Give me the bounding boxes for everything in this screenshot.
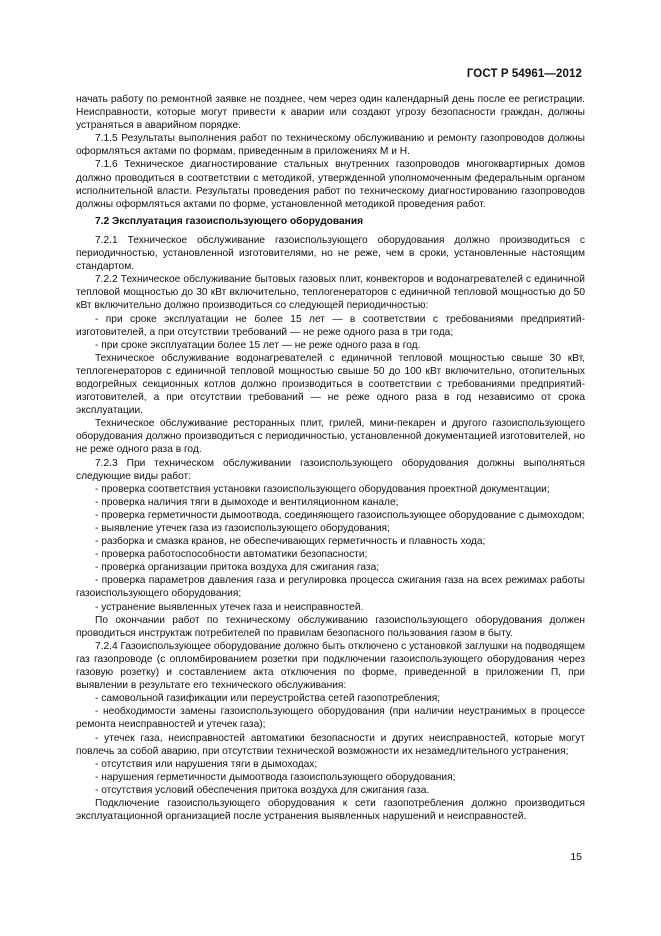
list-item: - при сроке эксплуатации более 15 лет — не реже одного раза в год.: [95, 339, 421, 351]
list-item: - проверка герметичности дымоотвода, соединяющего газоиспользующее оборудование с дымоходом;: [95, 509, 585, 521]
list-item: - проверка работоспособности автоматики безопасности;: [95, 549, 368, 561]
list-item: - проверка параметров давления газа и регулировка процесса сжигания газа на всех режимах работы газоиспользующего оборудования;: [76, 575, 585, 600]
list-item: - отсутствия или нарушения тяги в дымоходах;: [95, 758, 318, 770]
paragraph: 7.2.2 Техническое обслуживание бытовых газовых плит, конвекторов и водонагревателей с единичной тепловой мощностью до 30 кВт включительно, теплогенераторов с единичной тепловой мощностью до 50 кВт включительно должно производиться со следующей периодичностью:: [76, 274, 585, 312]
list-item: - разборка и смазка кранов, не обеспечивающих герметичность и плавность хода;: [95, 536, 486, 548]
section-heading: 7.2 Эксплуатация газоиспользующего оборудования: [95, 215, 364, 227]
paragraph: 7.2.4 Газоиспользующее оборудование должно быть отключено с установкой заглушки на подводящем газ газопроводе (с опломбированием розетки при подключении газоиспользующего оборудования через газовую розетку) и составлением акта отключения по форме, приведенной в приложении П, при выявлении в результате его технического обслуживания:: [76, 640, 586, 692]
document-body: [76, 93, 585, 823]
paragraph: Подключение газоиспользующего оборудования к сети газопотребления должно производиться эксплуатационной организацией после устранения выявленных нарушений и неисправностей.: [76, 797, 585, 823]
paragraph: 7.1.6 Техническое диагностирование стальных внутренних газопроводов многоквартирных домов должно проводиться в соответствии с методикой, утвержденной уполномоченным федеральным органом исполнительной власти. Результаты проведения работ по техническому диагностированию газопроводов должны оформляться актами по форме, установленной методикой проведения работ.: [76, 159, 585, 210]
list-item: - самовольной газификации или переустройства сетей газопотребления;: [95, 693, 441, 705]
paragraph: 7.1.5 Результаты выполнения работ по техническому обслуживанию и ремонту газопроводов должны оформляться актами по формам, приведенным в приложениях М и Н.: [76, 133, 585, 158]
paragraph: По окончании работ по техническому обслуживанию газоиспользующего оборудования должен проводиться инструктаж потребителей по правилам безопасного пользования газом в быту.: [76, 614, 585, 639]
paragraph: начать работу по ремонтной заявке не позднее, чем через один календарный день после ее регистрации. Неисправности, которые могут привести к аварии или создают угрозу безопасности граждан, должны устраняться в аварийном порядке.: [76, 94, 585, 132]
paragraph: Техническое обслуживание водонагревателей с единичной тепловой мощностью свыше 30 кВт, теплогенераторов с единичной тепловой мощностью свыше 50 до 100 кВт включительно, отопительных водогрейных секционных котлов должно производиться в соответствии с требованиями предприятий-изготовителей, а при отсутствии требований — не реже одного раза в год независимо от срока эксплуатации.: [76, 352, 585, 417]
list-item: - утечек газа, неисправностей автоматики безопасности и других неисправностей, которые могут повлечь за собой аварию, при отсутствии технической возможности их незамедлительного устранения;: [76, 732, 585, 757]
paragraph: 7.2.1 Техническое обслуживание газоиспользующего оборудования должно производиться с периодичностью, установленной изготовителями, но не реже, чем в сроки, установленные настоящим стандартом.: [76, 234, 585, 273]
page-number: 15: [570, 851, 582, 863]
list-item: - устранение выявленных утечек газа и неисправностей.: [95, 601, 364, 613]
list-item: - выявление утечек газа из газоиспользующего оборудования;: [95, 523, 390, 534]
list-item: - проверка организации притока воздуха для сжигания газа;: [95, 562, 380, 574]
document-header: ГОСТ Р 54961—2012: [466, 68, 582, 80]
list-item: - нарушения герметичности дымоотвода газоиспользующего оборудования;: [95, 771, 456, 783]
paragraph: 7.2.3 При техническом обслуживании газоиспользующего оборудования должны выполняться следующие виды работ:: [76, 457, 585, 482]
list-item: - проверка соответствия установки газоиспользующего оборудования проектной документации;: [95, 483, 550, 495]
list-item: - отсутствия условий обеспечения притока воздуха для сжигания газа.: [95, 784, 430, 796]
list-item: - при сроке эксплуатации не более 15 лет — в соответствии с требованиями предприятий-изготовителей, а при отсутствии требований — не реже одного раза в три года;: [76, 313, 585, 338]
list-item: - проверка наличия тяги в дымоходе и вентиляционном канале;: [95, 496, 399, 508]
paragraph: Техническое обслуживание ресторанных плит, грилей, мини-пекарен и другого газоиспользующего оборудования должно производиться с периодичностью, установленной документацией изготовителей, но не реже одного раза в год.: [76, 418, 585, 456]
list-item: - необходимости замены газоиспользующего оборудования (при наличии неустранимых в процессе ремонта неисправностей и утечек газа);: [76, 706, 585, 731]
